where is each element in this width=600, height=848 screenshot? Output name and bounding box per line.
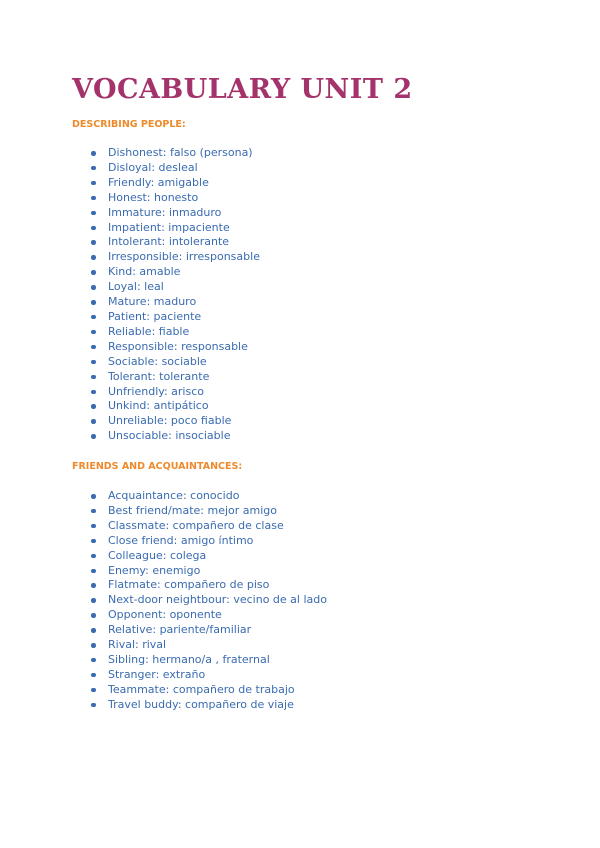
vocab-list-item: Dishonest: falso (persona) (90, 146, 260, 161)
vocab-list-item: Impatient: impaciente (90, 221, 260, 236)
vocab-list-item: Sociable: sociable (90, 355, 260, 370)
vocab-list-item: Flatmate: compañero de piso (90, 578, 327, 593)
vocab-list-item: Loyal: leal (90, 280, 260, 295)
vocab-list-item: Sibling: hermano/a , fraternal (90, 653, 327, 668)
vocab-list-item: Mature: maduro (90, 295, 260, 310)
section-heading-describing-people: DESCRIBING PEOPLE: (72, 119, 186, 130)
describing-people-list (90, 146, 260, 444)
friends-acquaintances-list (90, 489, 327, 713)
vocab-list-item: Colleague: colega (90, 549, 327, 564)
vocab-list-item: Unsociable: insociable (90, 429, 260, 444)
vocab-list-item: Kind: amable (90, 265, 260, 280)
vocab-list-item: Tolerant: tolerante (90, 370, 260, 385)
vocab-list-item: Unfriendly: arisco (90, 385, 260, 400)
vocab-list-item: Immature: inmaduro (90, 206, 260, 221)
vocab-list-item: Friendly: amigable (90, 176, 260, 191)
vocab-list-item: Stranger: extraño (90, 668, 327, 683)
vocab-list-item: Classmate: compañero de clase (90, 519, 327, 534)
vocab-list-item: Teammate: compañero de trabajo (90, 683, 327, 698)
vocab-list-item: Patient: paciente (90, 310, 260, 325)
vocab-list-item: Close friend: amigo íntimo (90, 534, 327, 549)
vocab-list-item: Reliable: fiable (90, 325, 260, 340)
vocab-list-item: Honest: honesto (90, 191, 260, 206)
vocab-list-item: Disloyal: desleal (90, 161, 260, 176)
vocab-list-item: Intolerant: intolerante (90, 235, 260, 250)
vocab-list-item: Acquaintance: conocido (90, 489, 327, 504)
vocab-list-item: Opponent: oponente (90, 608, 327, 623)
vocab-list-item: Rival: rival (90, 638, 327, 653)
vocab-list-item: Travel buddy: compañero de viaje (90, 698, 327, 713)
vocab-list-item: Enemy: enemigo (90, 564, 327, 579)
vocab-list-item: Relative: pariente/familiar (90, 623, 327, 638)
vocab-list-item: Best friend/mate: mejor amigo (90, 504, 327, 519)
page-title: VOCABULARY UNIT 2 (72, 74, 413, 105)
vocab-list-item: Irresponsible: irresponsable (90, 250, 260, 265)
vocab-list-item: Responsible: responsable (90, 340, 260, 355)
vocab-list-item: Unreliable: poco fiable (90, 414, 260, 429)
section-heading-friends-acquaintances: FRIENDS AND ACQUAINTANCES: (72, 461, 243, 472)
vocab-list-item: Next-door neightbour: vecino de al lado (90, 593, 327, 608)
vocab-list-item: Unkind: antipático (90, 399, 260, 414)
